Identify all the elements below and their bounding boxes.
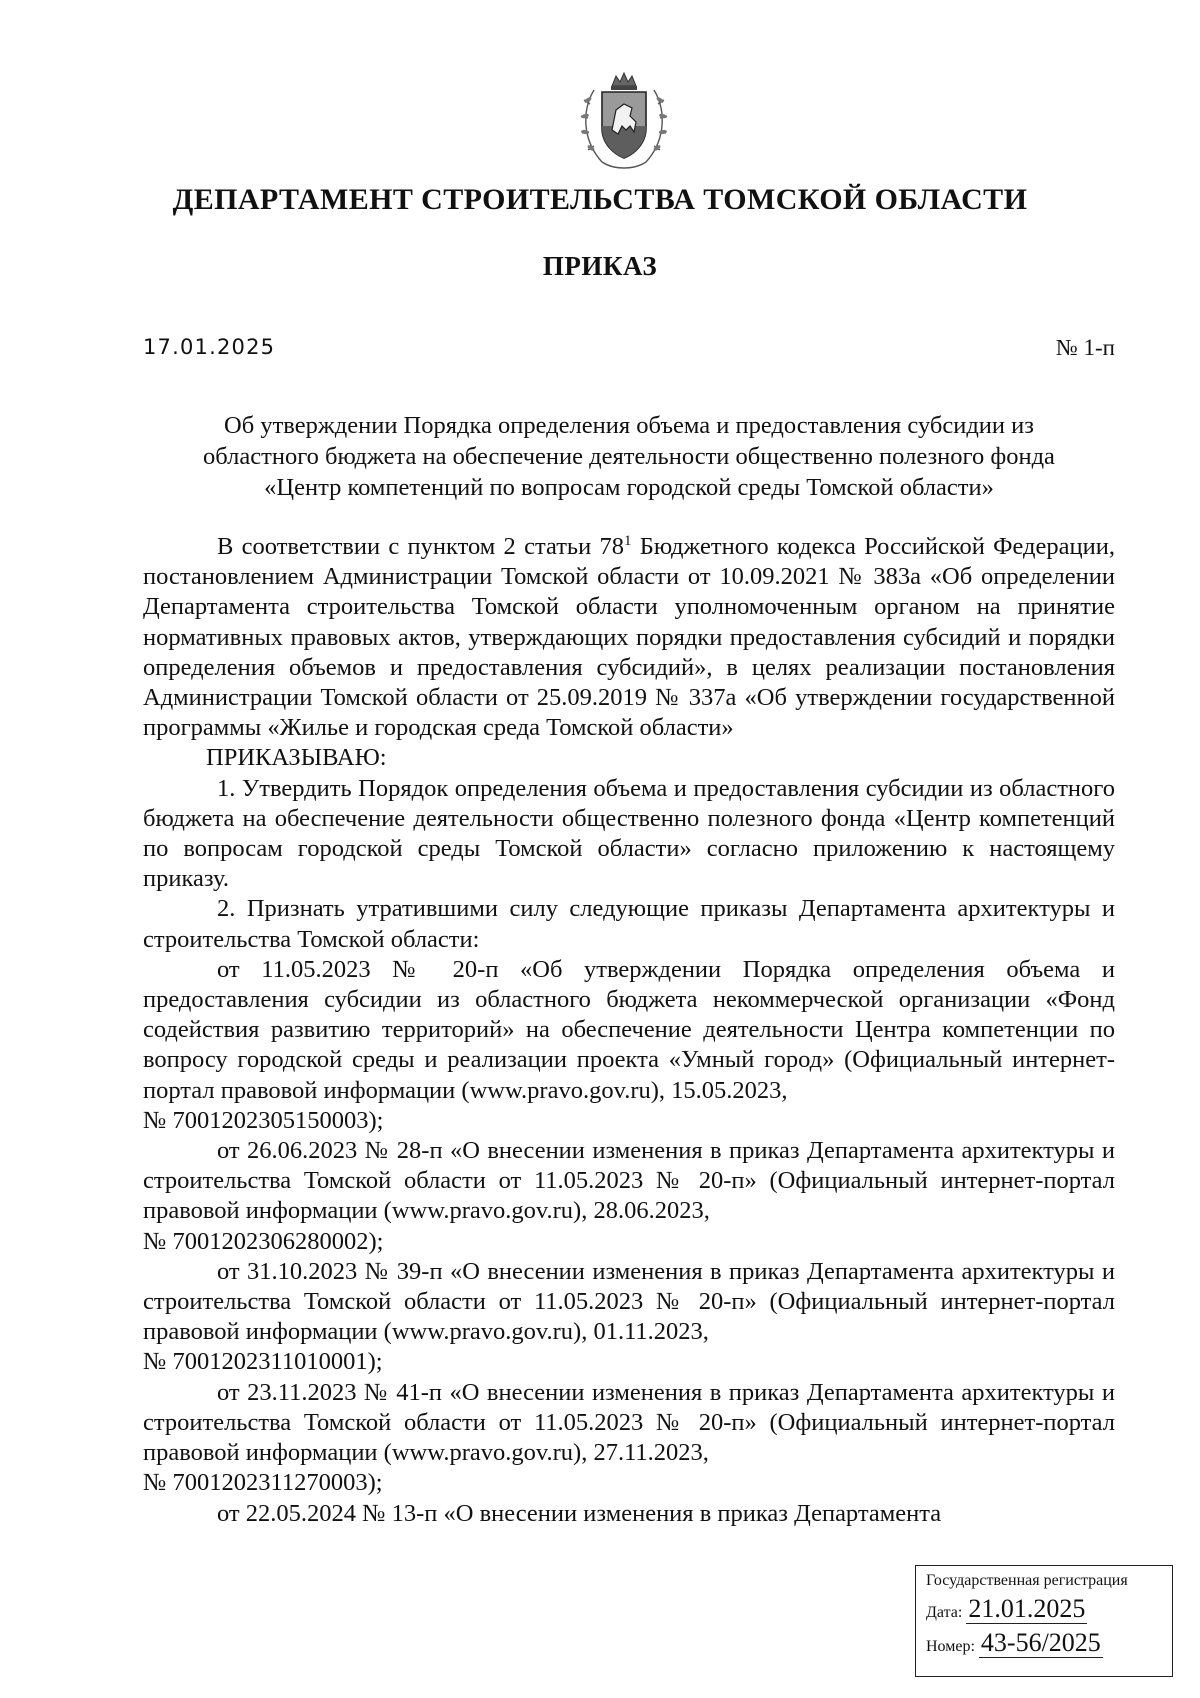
department-title: ДЕПАРТАМЕНТ СТРОИТЕЛЬСТВА ТОМСКОЙ ОБЛАСТИ	[172, 183, 1028, 216]
registration-number-line	[926, 1628, 1162, 1658]
revoked-order-reg-number: № 7001202305150003);	[143, 1106, 384, 1134]
order-body	[143, 532, 1115, 1529]
revoked-order-item	[143, 955, 1115, 1136]
preamble-text: В соответствии с пунктом 2 статьи 78	[217, 533, 625, 560]
order-number: № 1-п	[1055, 335, 1115, 360]
revoked-order-item	[143, 1257, 1115, 1378]
order-item-2: 2. Признать утратившими силу следующие приказы Департамента архитектуры и строительства Томской области:	[143, 895, 1115, 953]
registration-date-label: Дата:	[926, 1604, 963, 1621]
registration-number-label: Номер:	[926, 1638, 975, 1655]
revoked-order-item	[143, 1136, 1115, 1257]
subject-line: «Центр компетенций по вопросам городской среды Томской области»	[264, 474, 994, 501]
order-date: 17.01.2025	[143, 335, 276, 359]
tomsk-coat-of-arms-icon	[572, 70, 676, 174]
preamble-paragraph	[143, 532, 1115, 743]
registration-stamp	[915, 1565, 1173, 1677]
revoked-order-text: от 11.05.2023 № 20-п «Об утверждении Порядка определения объема и предоставления субсидии из областного бюджета некоммерческой организации «Фонд содействия развитию территорий» на обеспечение деятельности Центра компетенции по вопросу городской среды и реализации проекта «Умный город» (Официальный интернет-портал правовой информации (www.pravo.gov.ru), 15.05.2023,	[143, 955, 1115, 1104]
preamble-text-continued: Бюджетного кодекса Российской Федерации, постановлением Администрации Томской области от 10.09.2021 № 383а «Об определении Департамента строительства Томской области уполномоченным органом на принятие нормативных правовых актов, утверждающих порядки предоставления субсидий и порядки определения объемов и предоставления субсидий», в целях реализации постановления Администрации Томской области от 25.09.2019 № 337а «Об утверждении государственной программы «Жилье и городская среда Томской области»	[143, 533, 1115, 742]
order-subject	[143, 410, 1115, 503]
revoked-order-text: от 26.06.2023 № 28-п «О внесении изменения в приказ Департамента архитектуры и строительства Томской области от 11.05.2023 № 20-п» (Официальный интернет-портал правовой информации (www.pravo.gov.ru), 28.06.2023,	[143, 1137, 1115, 1225]
document-type-title: ПРИКАЗ	[542, 251, 658, 281]
article-superscript: 1	[624, 533, 632, 549]
revoked-order-text: от 23.11.2023 № 41-п «О внесении изменения в приказ Департамента архитектуры и строительства Томской области от 11.05.2023 № 20-п» (Официальный интернет-портал правовой информации (www.pravo.gov.ru), 27.11.2023,	[143, 1378, 1115, 1467]
registration-number-value: 43-56/2025	[980, 1628, 1101, 1657]
registration-title: Государственная регистрация	[926, 1572, 1128, 1589]
subject-line: областного бюджета на обеспечение деятельности общественно полезного фонда	[203, 443, 1055, 470]
registration-date-line	[926, 1594, 1162, 1624]
order-word: ПРИКАЗЫВАЮ:	[206, 744, 387, 772]
revoked-order-reg-number: № 7001202311270003);	[143, 1469, 383, 1497]
revoked-order-reg-number: № 7001202311010001);	[143, 1348, 383, 1376]
revoked-order-reg-number: № 7001202306280002);	[143, 1227, 384, 1255]
order-item-1: 1. Утвердить Порядок определения объема и предоставления субсидии из областного бюджета на обеспечение деятельности общественно полезного фонда «Центр компетенций по вопросам городской среды Томской области» согласно приложению к настоящему приказу.	[143, 774, 1115, 893]
registration-date-value: 21.01.2025	[968, 1594, 1086, 1623]
subject-line: Об утверждении Порядка определения объема и предоставления субсидии из	[224, 412, 1034, 439]
revoked-order-fragment: от 22.05.2024 № 13-п «О внесении изменения в приказ Департамента	[217, 1499, 942, 1527]
revoked-order-text: от 31.10.2023 № 39-п «О внесении изменения в приказ Департамента архитектуры и строительства Томской области от 11.05.2023 № 20-п» (Официальный интернет-портал правовой информации (www.pravo.gov.ru), 01.11.2023,	[143, 1257, 1115, 1346]
revoked-order-item	[143, 1378, 1115, 1499]
